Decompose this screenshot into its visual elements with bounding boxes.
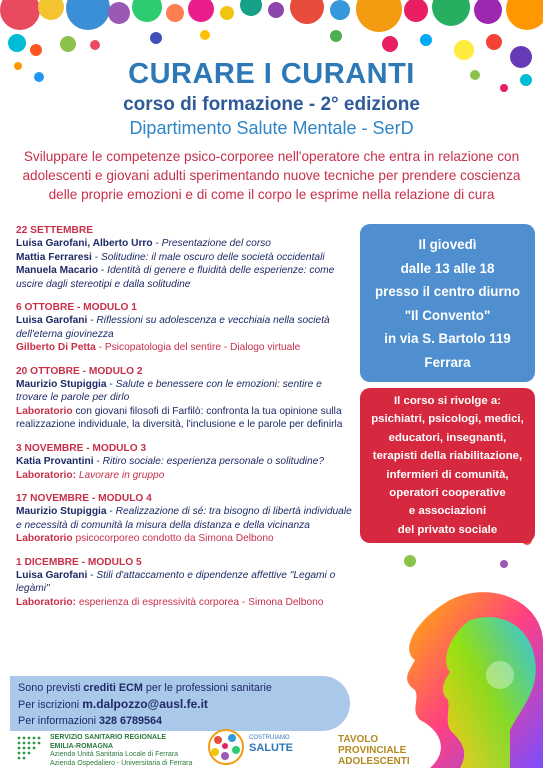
speaker: Luisa Garofani, Alberto Urro bbox=[16, 238, 153, 250]
phone-number[interactable]: 328 6789564 bbox=[99, 715, 163, 727]
session-modulo-2: 20 OTTOBRE - MODULO 2 Maurizio Stupiggia - Salute e benessere con le emozioni: sentire e trovare le parole per dirlo Laboratorio con giovani filosofi di Farfilò: confronta la tua opinione sulla realizzazione individuale, la diversità, l'inclusione e le parole per definirla bbox=[16, 365, 356, 432]
speaker: Luisa Garofani bbox=[16, 569, 88, 581]
topic: Identità di genere e fluidità delle esperienze: come uscire dagli stereotipi e dalla solitudine bbox=[16, 265, 335, 290]
topic: esperienza di espressività corporea - Simona Delbono bbox=[78, 596, 324, 608]
topic: Realizzazione di sé: tra bisogno di libertà individuale e necessità di comunità la misura della distanza e della vicinanza bbox=[16, 506, 352, 531]
topic: Lavorare in gruppo bbox=[78, 469, 165, 481]
cs-main: SALUTE bbox=[249, 741, 293, 754]
ecm-credits: crediti ECM bbox=[83, 682, 143, 694]
page-title: CURARE I CURANTI bbox=[128, 58, 415, 90]
ssr-name: SERVIZIO SANITARIO REGIONALE bbox=[50, 734, 167, 741]
session-modulo-5: 1 DICEMBRE - MODULO 5 Luisa Garofani - Stili d'attaccamento e dipendenze affettive "Legami o legàmi" Laboratorio: esperienza di espressività corporea - Simona Delbono bbox=[16, 556, 356, 610]
topic: Stili d'attaccamento e dipendenze affettive "Legami o legàmi" bbox=[16, 569, 336, 595]
topic: Presentazione del corso bbox=[161, 238, 271, 250]
speaker: Maurizio Stupiggia bbox=[16, 379, 107, 391]
topic: Ritiro sociale: esperienza personale o solitudine? bbox=[102, 456, 325, 468]
session-date: 17 NOVEMBRE - MODULO 4 bbox=[16, 492, 152, 504]
audience-line: psichiatri, psicologi, medici, bbox=[371, 413, 524, 426]
speaker: Laboratorio: bbox=[16, 596, 76, 608]
audience-line: terapisti della riabilitazione, bbox=[372, 450, 523, 463]
ssr-line2: Azienda Ospedaliero - Universitaria di Ferrara bbox=[50, 759, 193, 767]
session-date: 22 SETTEMBRE bbox=[16, 225, 93, 236]
ecm-pre-text: Sono previsti bbox=[18, 682, 81, 694]
venue-line: Ferrara bbox=[424, 354, 471, 370]
colorful-heads-illustration bbox=[390, 580, 543, 768]
audience-line: Il corso si rivolge a: bbox=[394, 395, 501, 407]
costruiamo-salute-logo-text bbox=[249, 734, 293, 754]
audience-line: infermieri di comunità, bbox=[386, 468, 509, 481]
phone-line bbox=[18, 713, 342, 729]
speaker: Luisa Garofani bbox=[16, 315, 88, 327]
enroll-label: Per iscrizioni bbox=[18, 699, 80, 711]
speaker: Mattia Ferraresi bbox=[16, 251, 92, 263]
topic: psicocorporeo condotto da Simona Delbono bbox=[75, 533, 274, 545]
session-date: 20 OTTOBRE - MODULO 2 bbox=[16, 365, 143, 377]
topic: Riflessioni su adolescenza e vecchiaia nella società dell'eterna giovinezza bbox=[16, 315, 330, 340]
enroll-line bbox=[18, 696, 342, 713]
audience-line: educatori, insegnanti, bbox=[388, 431, 507, 444]
session-modulo-1: 6 OTTOBRE - MODULO 1 Luisa Garofani - Riflessioni su adolescenza e vecchiaia nella società dell'eterna giovinezza Gilberto Di Petta - Psicopatologia del sentire - Dialogo virtuale bbox=[16, 301, 356, 355]
session-modulo-3: 3 NOVEMBRE - MODULO 3 Katia Provantini - Ritiro sociale: esperienza personale o solitudine? Laboratorio: Lavorare in gruppo bbox=[16, 442, 356, 482]
speaker: Manuela Macario bbox=[16, 265, 99, 277]
speaker: Maurizio Stupiggia bbox=[16, 506, 107, 518]
tavolo-line: TAVOLO bbox=[338, 734, 379, 745]
course-description: Sviluppare le competenze psico-corporee nell'operatore che entra in relazione con adolescenti e giovani adulti sperimentando nuove tecniche per prendere coscienza delle proprie emozioni e di come il corpo le esprime nella relazione di cura bbox=[22, 149, 521, 202]
topic: Salute e benessere con le emozioni: sentire e trovare le parole per dirlo bbox=[16, 379, 322, 404]
ssr-logo-icon bbox=[16, 735, 46, 761]
venue-line: "Il Convento" bbox=[404, 307, 491, 323]
venue-line: Il giovedì bbox=[418, 237, 477, 252]
topic: Solitudine: il male oscuro delle società occidentali bbox=[100, 251, 325, 263]
tavolo-logo-text bbox=[338, 734, 410, 767]
ssr-logo-text bbox=[50, 734, 192, 768]
session-modulo-4: 17 NOVEMBRE - MODULO 4 Maurizio Stupiggia - Realizzazione di sé: tra bisogno di libertà individuale e necessità di comunità la misura della distanza e della vicinanza Laboratorio psicocorporeo condotto da Simona Delbono bbox=[16, 492, 356, 546]
speaker: Gilberto Di Petta bbox=[16, 342, 96, 354]
tavolo-line: ADOLESCENTI bbox=[338, 756, 410, 767]
topic: con giovani filosofi di Farfilò: confronta la tua opinione sulla realizzazione individuale, la diversità, l'inclusione e le parole per definirla bbox=[16, 405, 343, 431]
venue-line: dalle 13 alle 18 bbox=[400, 260, 495, 276]
session-date: 1 DICEMBRE - MODULO 5 bbox=[16, 556, 142, 568]
phone-label: Per informazioni bbox=[18, 715, 97, 727]
audience-box bbox=[360, 388, 535, 543]
speaker: Laboratorio bbox=[16, 533, 73, 545]
ssr-line1: Azienda Unità Sanitaria Locale di Ferrara bbox=[50, 751, 179, 758]
audience-line: del privato sociale bbox=[397, 523, 498, 536]
speaker: Laboratorio: bbox=[16, 469, 76, 481]
enroll-email-link[interactable]: m.dalpozzo@ausl.fe.it bbox=[82, 697, 208, 711]
venue-line: in via S. Bartolo 119 bbox=[384, 331, 511, 346]
audience-line: operatori cooperative bbox=[389, 487, 506, 500]
speaker: Katia Provantini bbox=[16, 456, 94, 468]
ecm-post-text: per le professioni sanitarie bbox=[145, 682, 272, 694]
audience-line: e associazioni bbox=[408, 505, 487, 518]
session-date: 3 NOVEMBRE - MODULO 3 bbox=[16, 442, 147, 454]
session-date: 6 OTTOBRE - MODULO 1 bbox=[16, 302, 137, 314]
ecm-line bbox=[18, 680, 342, 696]
venue-box bbox=[360, 224, 535, 382]
speaker: Laboratorio bbox=[16, 405, 73, 417]
costruiamo-salute-logo-icon bbox=[206, 728, 246, 766]
ssr-region: EMILIA-ROMAGNA bbox=[50, 742, 113, 750]
department-name: Dipartimento Salute Mentale - SerD bbox=[129, 118, 414, 138]
cs-top: COSTRUIAMO bbox=[249, 735, 290, 741]
topic: Psicopatologia del sentire - Dialogo virtuale bbox=[104, 342, 301, 354]
venue-line: presso il centro diurno bbox=[374, 284, 521, 299]
page-subtitle: corso di formazione - 2° edizione bbox=[123, 94, 420, 115]
session-22-settembre: 22 SETTEMBRE Luisa Garofani, Alberto Urro - Presentazione del corso Mattia Ferraresi - Solitudine: il male oscuro delle società occidentali Manuela Macario - Identità di genere e fluidità delle esperienze: come uscire dagli stereotipi e dalla solitudine bbox=[16, 224, 356, 291]
tavolo-line: PROVINCIALE bbox=[338, 745, 407, 756]
course-schedule bbox=[16, 224, 356, 619]
contact-info-box bbox=[10, 676, 350, 731]
